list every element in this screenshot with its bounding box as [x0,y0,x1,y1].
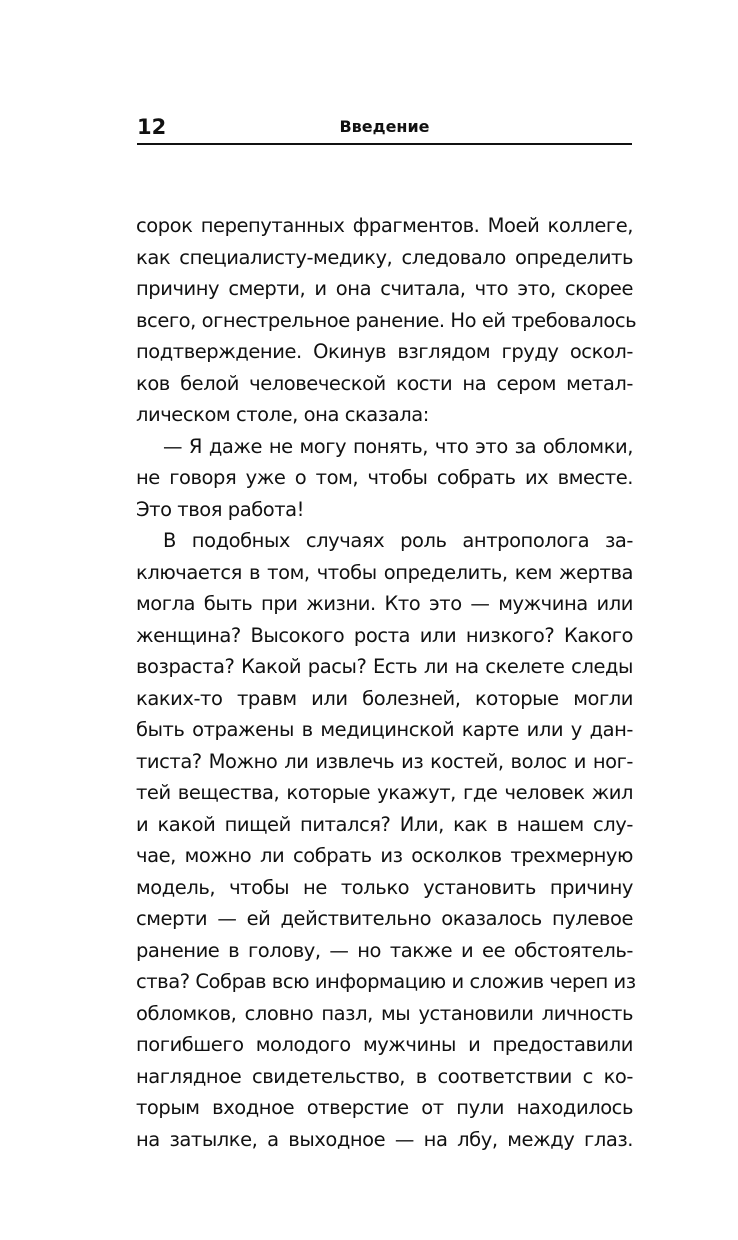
text-line: тей вещества, которые укажут, где человек жил [136,781,633,804]
text-line: возраста? Какой расы? Есть ли на скелете следы [136,655,633,678]
text-line: как специалисту-медику, следовало определить [136,245,633,269]
page-number: 12 [137,115,167,139]
text-line: не говоря уже о том, чтобы собрать их вместе. [136,466,633,489]
text-line: чае, можно ли собрать из осколков трехмерную [136,844,633,867]
text-line: всего, огнестрельное ранение. Но ей требовалось [136,308,637,332]
header-rule [137,143,632,145]
text-line: подтверждение. Окинув взглядом груду оскол- [136,340,633,363]
text-line: обломков, словно пазл, мы установили личность [136,1001,633,1025]
paragraph [136,431,633,526]
text-line: лическом столе, она сказала: [136,403,429,426]
text-line: ключается в том, чтобы определить, кем жертва [136,560,633,584]
text-line: ранение в голову, — но также и ее обстоятель- [136,938,633,962]
running-head [137,112,632,142]
text-line: и какой пищей питался? Или, как в нашем слу- [136,812,633,836]
text-line: быть отражены в медицинской карте или у дан- [136,718,633,741]
text-line: смерти — ей действительно оказалось пулевое [136,907,633,930]
text-line: модель, чтобы не только установить причину [136,875,633,899]
paragraph [136,210,637,431]
text-line: В подобных случаях роль антрополога за- [163,529,633,552]
section-title: Введение [339,117,430,136]
body-text [136,210,637,1155]
text-line: сорок перепутанных фрагментов. Моей коллеге, [136,214,633,237]
text-line: — Я даже не могу понять, что это за обломки, [163,434,633,458]
text-line: ков белой человеческой кости на сером метал- [136,371,633,395]
text-line: погибшего молодого мужчины и предоставили [136,1033,633,1056]
paragraph [136,525,636,1155]
text-line: тиста? Можно ли извлечь из костей, волос и ног- [136,749,633,773]
text-line: торым входное отверстие от пули находилось [136,1096,633,1119]
text-line: на затылке, а выходное — на лбу, между глаз. [136,1127,633,1151]
text-line: могла быть при жизни. Кто это — мужчина или [136,592,633,615]
text-line: ства? Собрав всю информацию и сложив череп из [136,970,636,993]
text-line: каких-то травм или болезней, которые могли [136,686,633,710]
text-line: наглядное свидетельство, в соответствии с ко- [136,1064,633,1088]
text-line: женщина? Высокого роста или низкого? Какого [136,623,633,647]
text-line: причину смерти, и она считала, что это, скорее [136,277,633,300]
text-line: Это твоя работа! [136,497,305,521]
